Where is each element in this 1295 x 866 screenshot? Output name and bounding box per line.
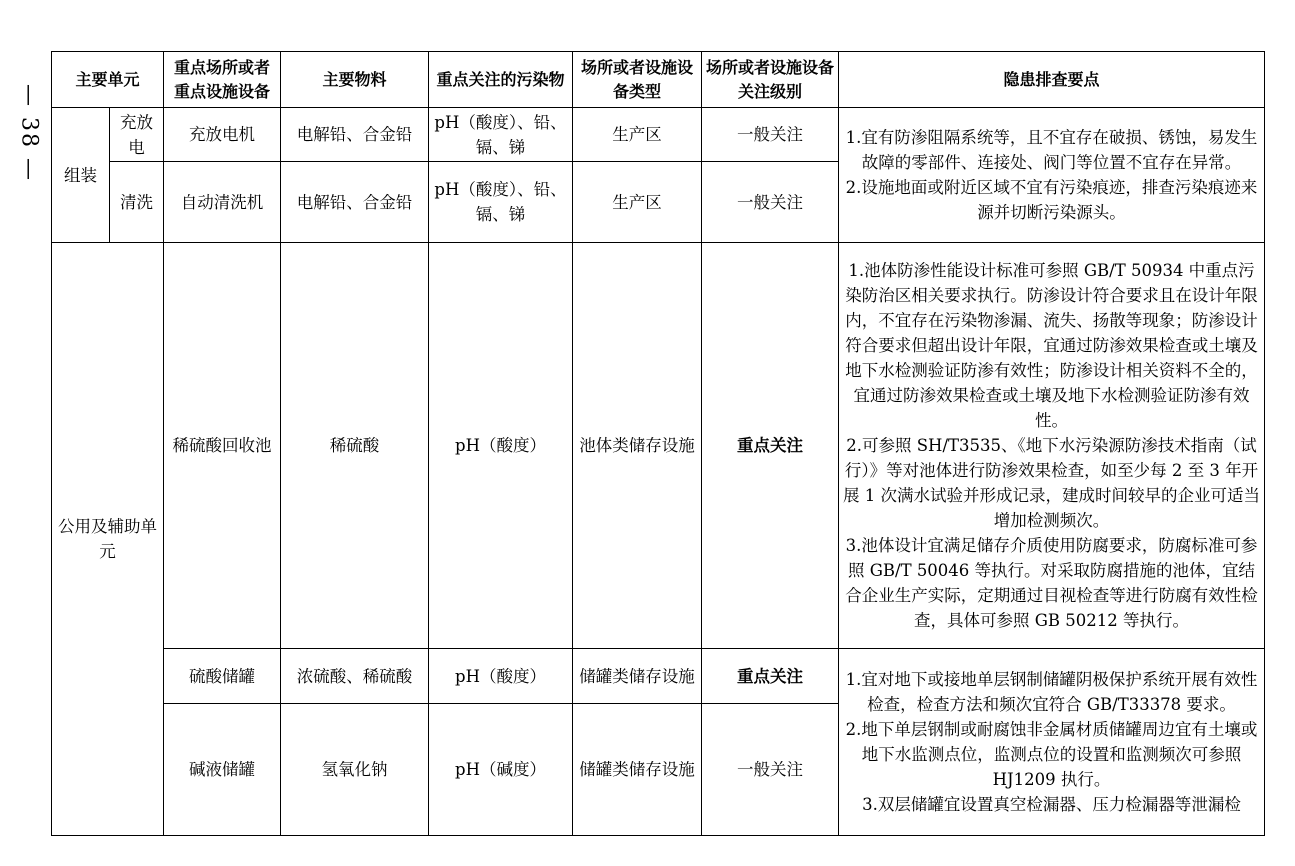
level-cell: 重点关注 <box>702 243 839 649</box>
points-cell <box>839 108 1265 243</box>
point-text: 1.宜有防渗阻隔系统等，且不宜存在破损、锈蚀，易发生故障的零部件、连接处、阀门等位置不宜存在异常。 <box>845 128 1258 172</box>
point-text: 3.池体设计宜满足储存介质使用防腐要求，防腐标准可参照 GB/T 50046 等执行。对采取防腐措施的池体，宜结合企业生产实际，定期通过目视检查等进行防腐有效性检查，具体可参照 GB 50212 等执行。 <box>845 536 1258 630</box>
pollutant-cell: pH（碱度） <box>429 704 573 836</box>
pollutant-cell: pH（酸度） <box>429 649 573 704</box>
table-row <box>52 108 1265 162</box>
level-cell: 重点关注 <box>702 649 839 704</box>
type-cell: 生产区 <box>573 162 702 243</box>
facility-cell: 硫酸储罐 <box>164 649 281 704</box>
header-type: 场所或者设施设备类型 <box>573 52 702 108</box>
header-pollutant: 重点关注的污染物 <box>429 52 573 108</box>
point-text: 2.设施地面或附近区域不宜有污染痕迹，排查污染痕迹来源并切断污染源头。 <box>845 178 1258 222</box>
subunit-cell: 充放电 <box>110 108 164 162</box>
hazard-inspection-table <box>51 51 1265 836</box>
type-cell: 储罐类储存设施 <box>573 704 702 836</box>
material-cell: 稀硫酸 <box>281 243 429 649</box>
material-cell: 电解铅、合金铅 <box>281 162 429 243</box>
header-points: 隐患排查要点 <box>839 52 1265 108</box>
level-cell: 一般关注 <box>702 162 839 243</box>
header-level: 场所或者设施设备关注级别 <box>702 52 839 108</box>
level-cell: 一般关注 <box>702 704 839 836</box>
points-cell <box>839 649 1265 836</box>
material-cell: 氢氧化钠 <box>281 704 429 836</box>
header-row <box>52 52 1265 108</box>
point-text: 1.宜对地下或接地单层钢制储罐阴极保护系统开展有效性检查，检查方法和频次宜符合 GB/T33378 要求。 <box>845 670 1258 714</box>
point-text: 2.可参照 SH/T3535、《地下水污染源防渗技术指南（试行）》等对池体进行防渗效果检查，如至少每 2 至 3 年开展 1 次满水试验并形成记录，建成时间较早的企业可适当增加检测频次。 <box>843 436 1261 530</box>
type-cell: 生产区 <box>573 108 702 162</box>
header-material: 主要物料 <box>281 52 429 108</box>
facility-cell: 自动清洗机 <box>164 162 281 243</box>
point-text: 3.双层储罐宜设置真空检漏器、压力检漏器等泄漏检 <box>862 795 1241 814</box>
facility-cell: 稀硫酸回收池 <box>164 243 281 649</box>
type-cell: 池体类储存设施 <box>573 243 702 649</box>
points-cell <box>839 243 1265 649</box>
pollutant-cell: pH（酸度） <box>429 243 573 649</box>
table-row <box>52 649 1265 704</box>
pollutant-cell: pH（酸度）、铅、镉、锑 <box>429 162 573 243</box>
subunit-cell: 清洗 <box>110 162 164 243</box>
point-text: 2.地下单层钢制或耐腐蚀非金属材质储罐周边宜有土壤或地下水监测点位，监测点位的设置和监测频次可参照 HJ1209 执行。 <box>845 720 1258 789</box>
type-cell: 储罐类储存设施 <box>573 649 702 704</box>
point-text: 1.池体防渗性能设计标准可参照 GB/T 50934 中重点污染防治区相关要求执行。防渗设计符合要求且在设计年限内，不宜存在污染物渗漏、流失、扬散等现象；防渗设计符合要求但超出设计年限，宜通过防渗效果检查或土壤及地下水检测验证防渗有效性；防渗设计相关资料不全的，宜通过防渗效果检查或土壤及地下水检测验证防渗有效性。 <box>845 261 1258 430</box>
material-cell: 电解铅、合金铅 <box>281 108 429 162</box>
facility-cell: 充放电机 <box>164 108 281 162</box>
facility-cell: 碱液储罐 <box>164 704 281 836</box>
unit-cell: 公用及辅助单元 <box>52 243 164 836</box>
level-cell: 一般关注 <box>702 108 839 162</box>
page-number: — 38 — <box>16 84 42 182</box>
pollutant-cell: pH（酸度）、铅、镉、锑 <box>429 108 573 162</box>
header-unit: 主要单元 <box>52 52 164 108</box>
table-row <box>52 243 1265 649</box>
header-facility: 重点场所或者重点设施设备 <box>164 52 281 108</box>
material-cell: 浓硫酸、稀硫酸 <box>281 649 429 704</box>
unit-cell: 组装 <box>52 108 110 243</box>
